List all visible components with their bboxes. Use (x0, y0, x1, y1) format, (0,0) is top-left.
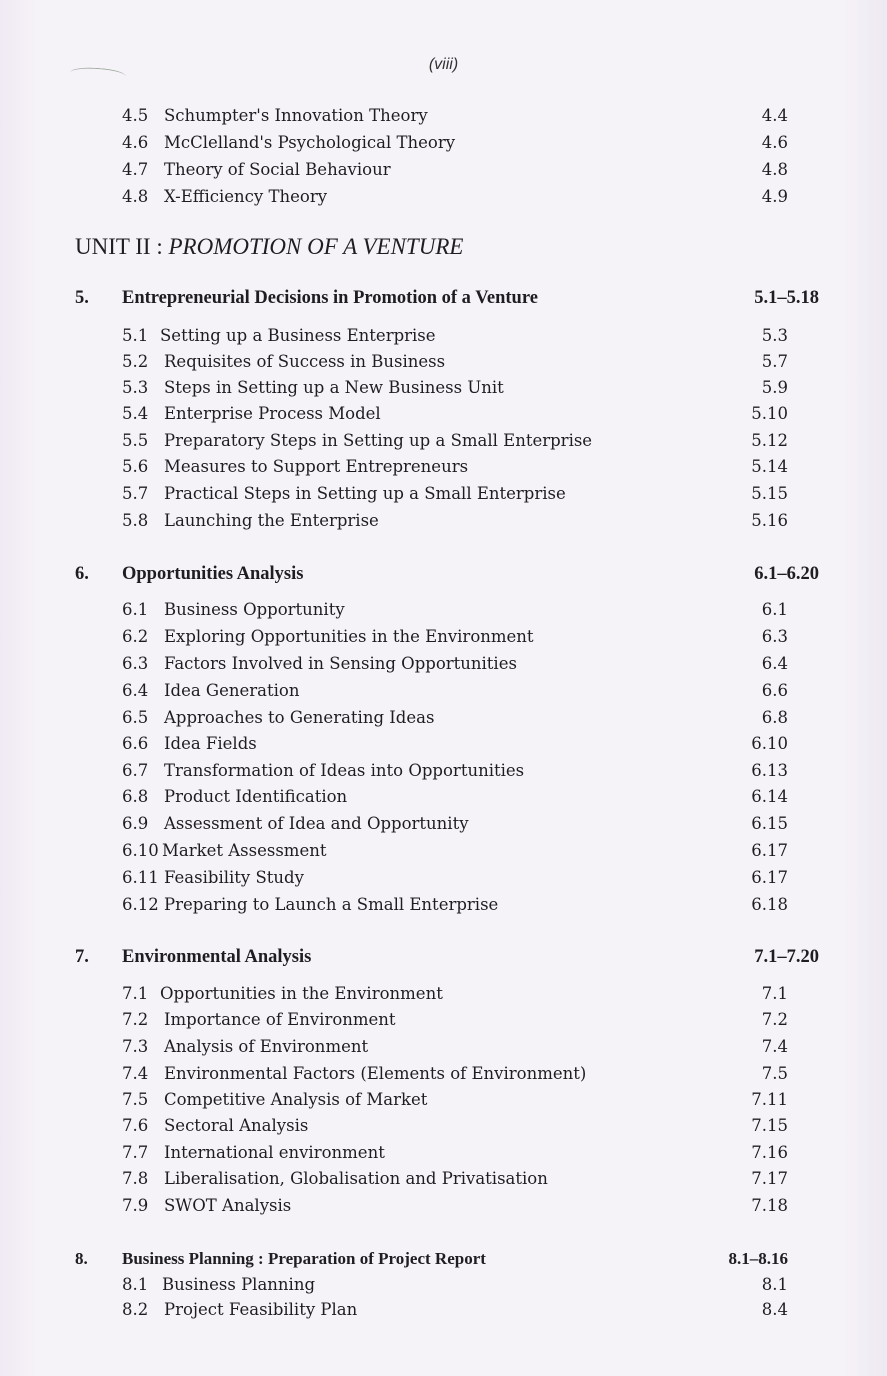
item-number: 4.5 (122, 106, 149, 125)
item-page: 7.15 (751, 1116, 788, 1135)
chapter-heading (0, 562, 887, 586)
item-page: 5.14 (751, 457, 788, 476)
item-title: Enterprise Process Model (164, 404, 381, 423)
item-number: 5.6 (122, 457, 149, 476)
item-number: 6.3 (122, 654, 149, 673)
item-page: 6.4 (761, 654, 788, 673)
chapter-number: 6. (75, 564, 89, 584)
item-number: 6.12 (122, 895, 159, 914)
item-title: Measures to Support Entrepreneurs (164, 457, 469, 476)
unit-title: PROMOTION OF A VENTURE (168, 234, 464, 259)
item-page: 6.15 (751, 814, 788, 833)
item-number: 4.7 (122, 160, 149, 179)
item-page: 7.16 (751, 1143, 788, 1162)
toc-item (0, 706, 887, 730)
item-page: 5.9 (761, 378, 788, 397)
toc-item (0, 376, 887, 400)
chapter-heading (0, 286, 887, 310)
toc-item (0, 455, 887, 479)
item-number: 7.7 (122, 1143, 149, 1162)
toc-item (0, 839, 887, 863)
chapter-title: Opportunities Analysis (122, 564, 304, 584)
item-title: Environmental Factors (Elements of Environment) (164, 1064, 587, 1083)
item-number: 7.6 (122, 1116, 149, 1135)
item-title: Importance of Environment (164, 1010, 396, 1029)
toc-item (0, 1194, 887, 1218)
chapter-number: 5. (75, 288, 89, 308)
toc-item (0, 893, 887, 917)
item-title: Transformation of Ideas into Opportunities (164, 761, 525, 780)
toc-item (0, 1273, 887, 1297)
item-title: Idea Generation (164, 681, 300, 700)
item-page: 8.4 (761, 1300, 788, 1319)
item-number: 5.5 (122, 431, 149, 450)
item-title: SWOT Analysis (164, 1196, 292, 1215)
toc-item (0, 982, 887, 1006)
page-folio: (viii) (428, 56, 459, 73)
item-title: Product Identification (164, 787, 348, 806)
toc-item (0, 812, 887, 836)
item-page: 6.13 (751, 761, 788, 780)
item-page: 7.18 (751, 1196, 788, 1215)
item-number: 6.9 (122, 814, 149, 833)
item-title: Theory of Social Behaviour (164, 160, 391, 179)
item-page: 7.11 (751, 1090, 788, 1109)
item-page: 4.6 (761, 133, 788, 152)
item-title: Opportunities in the Environment (160, 984, 443, 1003)
item-page: 5.3 (761, 326, 788, 345)
item-title: Steps in Setting up a New Business Unit (164, 378, 504, 397)
item-page: 7.2 (761, 1010, 788, 1029)
item-page: 5.10 (751, 404, 788, 423)
item-number: 7.5 (122, 1090, 149, 1109)
item-number: 5.3 (122, 378, 149, 397)
item-number: 6.5 (122, 708, 149, 727)
item-number: 7.1 (122, 984, 149, 1003)
toc-item (0, 324, 887, 348)
item-number: 6.10 (122, 841, 159, 860)
item-title: Assessment of Idea and Opportunity (164, 814, 469, 833)
item-page: 6.3 (761, 627, 788, 646)
item-page: 6.17 (751, 841, 788, 860)
item-title: Liberalisation, Globalisation and Privatisation (164, 1169, 548, 1188)
toc-item (0, 652, 887, 676)
toc-item (0, 1114, 887, 1138)
item-page: 7.4 (761, 1037, 788, 1056)
toc-item (0, 1035, 887, 1059)
item-page: 5.7 (761, 352, 788, 371)
unit-heading (75, 234, 463, 260)
toc-item (0, 1088, 887, 1112)
item-number: 7.3 (122, 1037, 149, 1056)
item-title: International environment (164, 1143, 385, 1162)
item-number: 5.4 (122, 404, 149, 423)
item-page: 7.17 (751, 1169, 788, 1188)
toc-item (0, 679, 887, 703)
item-page: 5.12 (751, 431, 788, 450)
item-title: Project Feasibility Plan (164, 1300, 358, 1319)
item-title: Business Opportunity (164, 600, 345, 619)
item-number: 6.11 (122, 868, 159, 887)
item-number: 8.2 (122, 1300, 149, 1319)
chapter-pages: 5.1–5.18 (754, 288, 819, 308)
item-page: 6.1 (761, 600, 788, 619)
item-number: 6.8 (122, 787, 149, 806)
toc-item (0, 1298, 887, 1322)
item-number: 8.1 (122, 1275, 149, 1294)
item-title: Market Assessment (162, 841, 327, 860)
item-number: 5.7 (122, 484, 149, 503)
item-page: 8.1 (761, 1275, 788, 1294)
item-page: 6.14 (751, 787, 788, 806)
toc-item (0, 1008, 887, 1032)
toc-item (0, 429, 887, 453)
chapter-title: Business Planning : Preparation of Project Report (122, 1249, 486, 1268)
toc-item (0, 482, 887, 506)
item-number: 4.8 (122, 187, 149, 206)
item-page: 4.8 (761, 160, 788, 179)
toc-item (0, 104, 887, 128)
item-title: Sectoral Analysis (164, 1116, 309, 1135)
chapter-number: 8. (75, 1249, 88, 1268)
item-title: Setting up a Business Enterprise (160, 326, 436, 345)
item-number: 5.2 (122, 352, 149, 371)
item-number: 6.4 (122, 681, 149, 700)
item-title: Approaches to Generating Ideas (164, 708, 435, 727)
item-title: Preparing to Launch a Small Enterprise (164, 895, 499, 914)
item-title: Business Planning (162, 1275, 316, 1294)
item-page: 6.8 (761, 708, 788, 727)
toc-item (0, 866, 887, 890)
item-title: McClelland's Psychological Theory (164, 133, 456, 152)
item-title: Feasibility Study (164, 868, 304, 887)
chapter-heading (0, 1247, 887, 1271)
chapter-number: 7. (75, 947, 89, 967)
toc-item (0, 625, 887, 649)
item-title: Practical Steps in Setting up a Small Enterprise (164, 484, 566, 503)
toc-item (0, 1141, 887, 1165)
toc-item (0, 785, 887, 809)
chapter-heading (0, 945, 887, 969)
chapter-pages: 6.1–6.20 (754, 564, 819, 584)
item-number: 7.2 (122, 1010, 149, 1029)
item-title: Schumpter's Innovation Theory (164, 106, 428, 125)
item-title: Idea Fields (164, 734, 257, 753)
item-title: Competitive Analysis of Market (164, 1090, 428, 1109)
toc-item (0, 1167, 887, 1191)
toc-item (0, 509, 887, 533)
item-number: 6.7 (122, 761, 149, 780)
unit-prefix: UNIT II : (75, 234, 169, 259)
item-number: 6.1 (122, 600, 149, 619)
toc-item (0, 1062, 887, 1086)
item-title: Requisites of Success in Business (164, 352, 446, 371)
item-number: 6.2 (122, 627, 149, 646)
item-title: Factors Involved in Sensing Opportunities (164, 654, 517, 673)
item-page: 6.18 (751, 895, 788, 914)
toc-item (0, 402, 887, 426)
chapter-pages: 8.1–8.16 (728, 1249, 788, 1268)
toc-item (0, 185, 887, 209)
item-page: 7.1 (761, 984, 788, 1003)
item-title: Launching the Enterprise (164, 511, 379, 530)
toc-item (0, 158, 887, 182)
toc-item (0, 759, 887, 783)
item-number: 6.6 (122, 734, 149, 753)
item-number: 5.1 (122, 326, 149, 345)
item-page: 4.9 (761, 187, 788, 206)
toc-item (0, 732, 887, 756)
item-page: 6.6 (761, 681, 788, 700)
item-number: 7.8 (122, 1169, 149, 1188)
chapter-title: Entrepreneurial Decisions in Promotion of a Venture (122, 288, 538, 308)
item-number: 5.8 (122, 511, 149, 530)
item-page: 6.10 (751, 734, 788, 753)
item-number: 7.9 (122, 1196, 149, 1215)
item-page: 4.4 (761, 106, 788, 125)
item-title: Exploring Opportunities in the Environment (164, 627, 534, 646)
item-title: X-Efficiency Theory (164, 187, 328, 206)
chapter-title: Environmental Analysis (122, 947, 312, 967)
item-page: 5.16 (751, 511, 788, 530)
chapter-pages: 7.1–7.20 (754, 947, 819, 967)
toc-item (0, 350, 887, 374)
item-number: 4.6 (122, 133, 149, 152)
toc-item (0, 598, 887, 622)
item-page: 7.5 (761, 1064, 788, 1083)
item-title: Analysis of Environment (164, 1037, 369, 1056)
toc-item (0, 131, 887, 155)
item-number: 7.4 (122, 1064, 149, 1083)
item-title: Preparatory Steps in Setting up a Small Enterprise (164, 431, 593, 450)
item-page: 6.17 (751, 868, 788, 887)
item-page: 5.15 (751, 484, 788, 503)
